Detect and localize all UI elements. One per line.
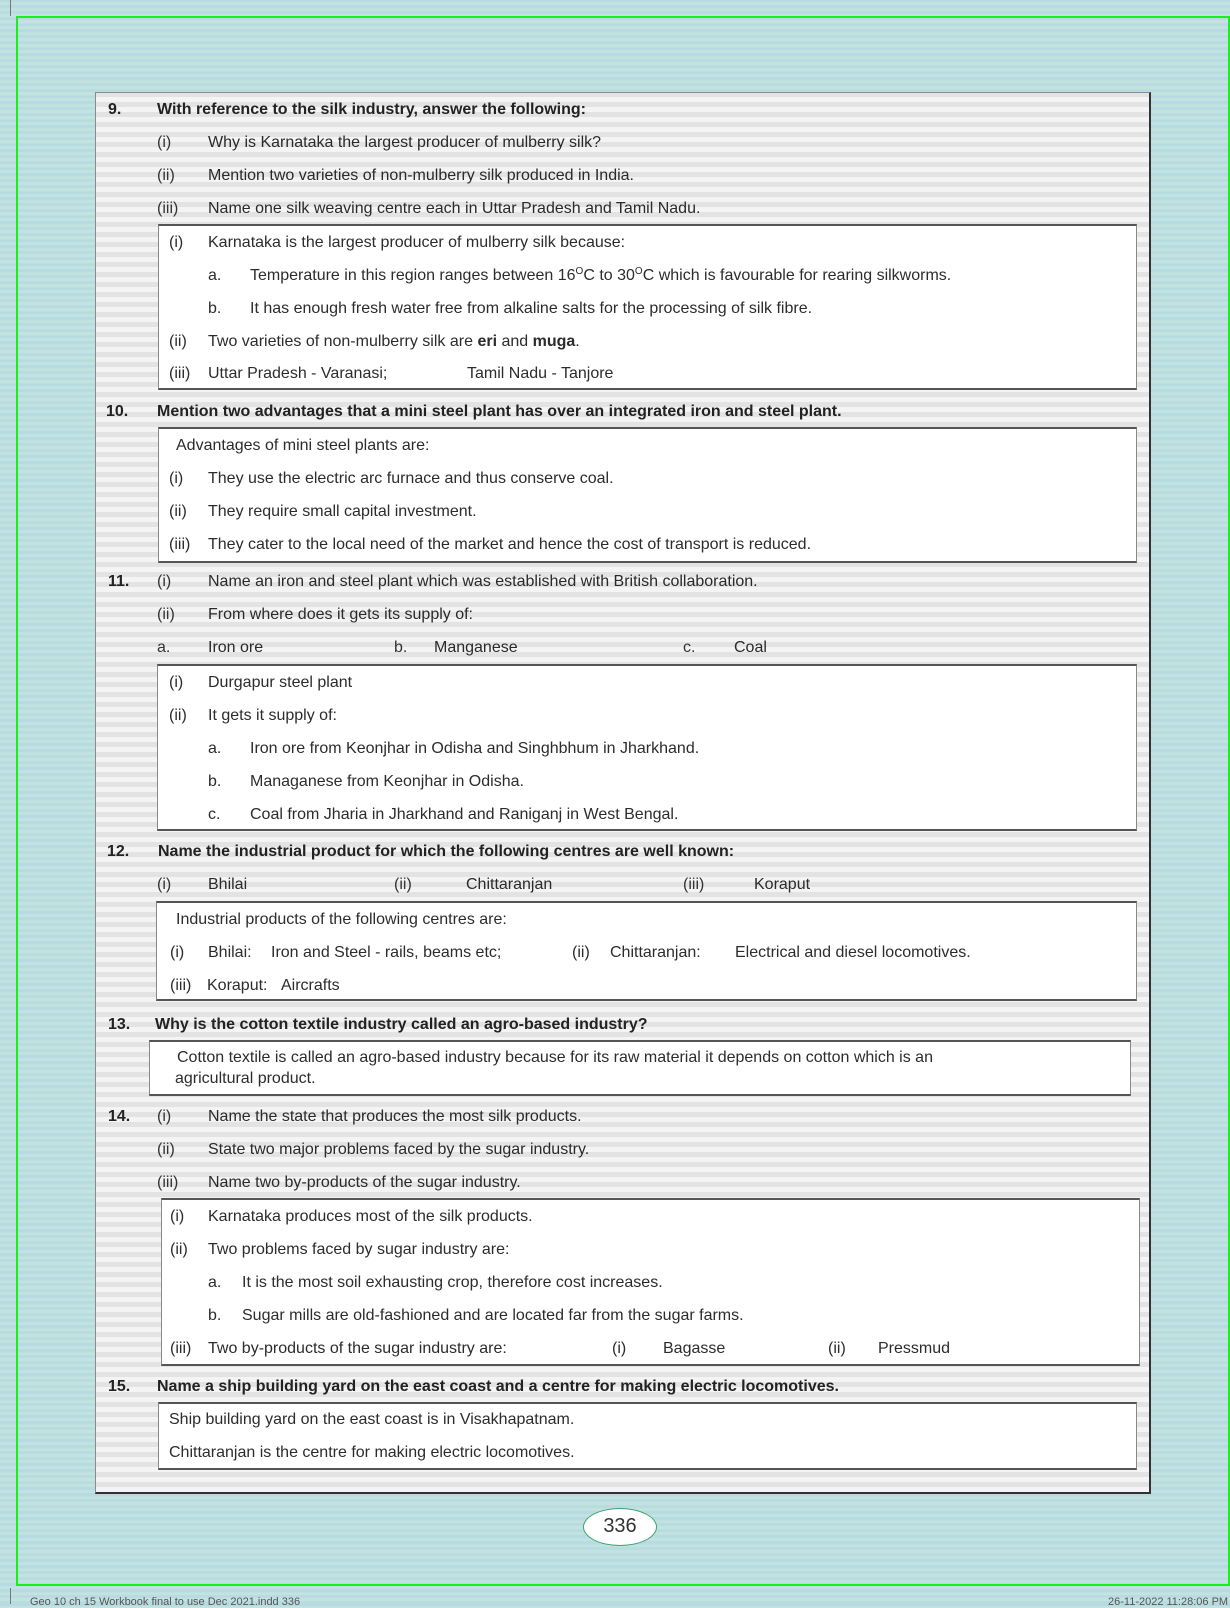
option-text: Coal xyxy=(734,639,767,656)
answer-text: It gets it supply of: xyxy=(208,707,337,724)
question-number: 13. xyxy=(108,1016,131,1033)
answer-label: (iii) xyxy=(169,536,191,553)
part-label: (i) xyxy=(157,573,172,590)
option-label: c. xyxy=(683,639,696,656)
answer-text: Durgapur steel plant xyxy=(208,674,353,691)
answer-text: Managanese from Keonjhar in Odisha. xyxy=(250,773,524,790)
page-number-badge: 336 xyxy=(583,1508,657,1546)
part-text: Why is Karnataka the largest producer of mulberry silk? xyxy=(208,134,602,151)
footer-timestamp: 26-11-2022 11:28:06 PM xyxy=(1108,1596,1229,1608)
answer-text: Cotton textile is called an agro-based industry because for its raw material it depends on cotton which is an xyxy=(177,1049,933,1066)
answer-text: Two problems faced by sugar industry are: xyxy=(208,1241,510,1258)
answer-intro: Industrial products of the following centres are: xyxy=(176,911,507,928)
answer-label: (i) xyxy=(169,674,184,691)
question-number: 11. xyxy=(108,573,130,590)
option-text: Iron ore xyxy=(208,639,264,656)
answer-label: a. xyxy=(208,1274,222,1291)
option-text: Manganese xyxy=(434,639,518,656)
answer-box-15 xyxy=(158,1402,1137,1470)
answer-label: c. xyxy=(208,806,221,823)
answer-label: (ii) xyxy=(169,707,187,724)
answer-text: Karnataka is the largest producer of mulberry silk because: xyxy=(208,234,626,251)
question-text: Name the industrial product for which the following centres are well known: xyxy=(158,843,735,860)
answer-label: (ii) xyxy=(828,1340,846,1357)
answer-label: (i) xyxy=(169,234,184,251)
part-text: State two major problems faced by the sugar industry. xyxy=(208,1141,590,1158)
answer-text: Ship building yard on the east coast is in Visakhapatnam. xyxy=(169,1411,575,1428)
question-text: Why is the cotton textile industry called an agro-based industry? xyxy=(155,1016,648,1033)
answer-value: Iron and Steel - rails, beams etc; xyxy=(271,944,502,961)
answer-value: Electrical and diesel locomotives. xyxy=(735,944,971,961)
answer-label: (i) xyxy=(612,1340,627,1357)
part-label: (iii) xyxy=(157,200,179,217)
answer-label: (ii) xyxy=(572,944,590,961)
answer-label: (iii) xyxy=(170,1340,192,1357)
answer-label: b. xyxy=(208,773,222,790)
answer-label: a. xyxy=(208,267,222,284)
answer-text: Koraput: xyxy=(207,977,268,994)
part-label: (ii) xyxy=(157,606,175,623)
answer-box-9 xyxy=(158,224,1137,390)
answer-text: Chittaranjan is the centre for making electric locomotives. xyxy=(169,1444,575,1461)
answer-text: They require small capital investment. xyxy=(208,503,477,520)
part-text: Name the state that produces the most silk products. xyxy=(208,1108,582,1125)
answer-label: a. xyxy=(208,740,222,757)
question-text: Mention two advantages that a mini steel plant has over an integrated iron and steel plant. xyxy=(157,403,842,420)
answer-text: agricultural product. xyxy=(175,1070,316,1087)
option-label: a. xyxy=(157,639,171,656)
part-text: Name two by-products of the sugar industry. xyxy=(208,1174,521,1191)
answer-label: (i) xyxy=(169,470,184,487)
answer-text: Uttar Pradesh - Varanasi; xyxy=(208,365,388,382)
answer-label: (iii) xyxy=(169,365,191,382)
question-text: Name a ship building yard on the east coast and a centre for making electric locomotives. xyxy=(157,1378,839,1395)
answer-text: It has enough fresh water free from alkaline salts for the processing of silk fibre. xyxy=(250,300,813,317)
answer-label: (ii) xyxy=(169,333,187,350)
question-text: With reference to the silk industry, answer the following: xyxy=(157,101,586,118)
answer-label: b. xyxy=(208,1307,222,1324)
question-number: 12. xyxy=(107,843,130,860)
answer-value: Pressmud xyxy=(878,1340,951,1357)
option-text: Chittaranjan xyxy=(466,876,553,893)
part-text: Name an iron and steel plant which was established with British collaboration. xyxy=(208,573,758,590)
answer-text: Tamil Nadu - Tanjore xyxy=(467,365,614,382)
question-number: 15. xyxy=(108,1378,131,1395)
answer-text: Temperature in this region ranges between $16^OC$ to $30^OC$ which is favourable for rearing silkworms. xyxy=(250,266,952,284)
part-label: (ii) xyxy=(157,167,175,184)
answer-text: Two varieties of non-mulberry silk are eri and muga. xyxy=(208,333,580,350)
part-label: (ii) xyxy=(157,1141,175,1158)
footer-file-slug: Geo 10 ch 15 Workbook final to use Dec 2021.indd 336 xyxy=(30,1596,301,1608)
answer-label: (i) xyxy=(170,944,185,961)
answer-label: (i) xyxy=(170,1208,185,1225)
part-label: (iii) xyxy=(157,1174,179,1191)
question-number: 10. xyxy=(106,403,129,420)
option-text: Bhilai xyxy=(208,876,248,893)
answer-value: Bagasse xyxy=(663,1340,726,1357)
option-label: (iii) xyxy=(683,876,705,893)
part-text: Name one silk weaving centre each in Uttar Pradesh and Tamil Nadu. xyxy=(208,200,701,217)
crop-mark-bottom xyxy=(10,1588,11,1604)
answer-label: b. xyxy=(208,300,222,317)
answer-text: They use the electric arc furnace and thus conserve coal. xyxy=(208,470,614,487)
answer-box-11 xyxy=(157,664,1137,831)
answer-text: Two by-products of the sugar industry are: xyxy=(208,1340,507,1357)
question-number: 14. xyxy=(108,1108,131,1125)
answer-text: Chittaranjan: xyxy=(610,944,701,961)
answer-text: Iron ore from Keonjhar in Odisha and Singhbhum in Jharkhand. xyxy=(250,740,700,757)
answer-box-13 xyxy=(149,1040,1131,1096)
answer-label: (ii) xyxy=(169,503,187,520)
answer-intro: Advantages of mini steel plants are: xyxy=(176,437,430,454)
answer-label: (ii) xyxy=(170,1241,188,1258)
option-text: Koraput xyxy=(754,876,811,893)
crop-mark-top xyxy=(10,0,11,16)
part-text: From where does it gets its supply of: xyxy=(208,606,473,623)
answer-box-14 xyxy=(161,1198,1140,1366)
part-label: (i) xyxy=(157,134,172,151)
option-label: (ii) xyxy=(394,876,412,893)
answer-label: (iii) xyxy=(170,977,192,994)
answer-text: They cater to the local need of the market and hence the cost of transport is reduced. xyxy=(208,536,812,553)
question-number: 9. xyxy=(108,101,122,118)
answer-box-12 xyxy=(156,901,1137,1001)
answer-text: Bhilai: xyxy=(208,944,252,961)
answer-text: Coal from Jharia in Jharkhand and Raniganj in West Bengal. xyxy=(250,806,679,823)
answer-text: It is the most soil exhausting crop, therefore cost increases. xyxy=(242,1274,663,1291)
option-label: b. xyxy=(394,639,408,656)
answer-box-10 xyxy=(158,427,1137,563)
answer-text: Sugar mills are old-fashioned and are located far from the sugar farms. xyxy=(242,1307,744,1324)
answer-value: Aircrafts xyxy=(281,977,340,994)
option-label: (i) xyxy=(157,876,172,893)
answer-text: Karnataka produces most of the silk products. xyxy=(208,1208,533,1225)
part-label: (i) xyxy=(157,1108,172,1125)
part-text: Mention two varieties of non-mulberry silk produced in India. xyxy=(208,167,634,184)
